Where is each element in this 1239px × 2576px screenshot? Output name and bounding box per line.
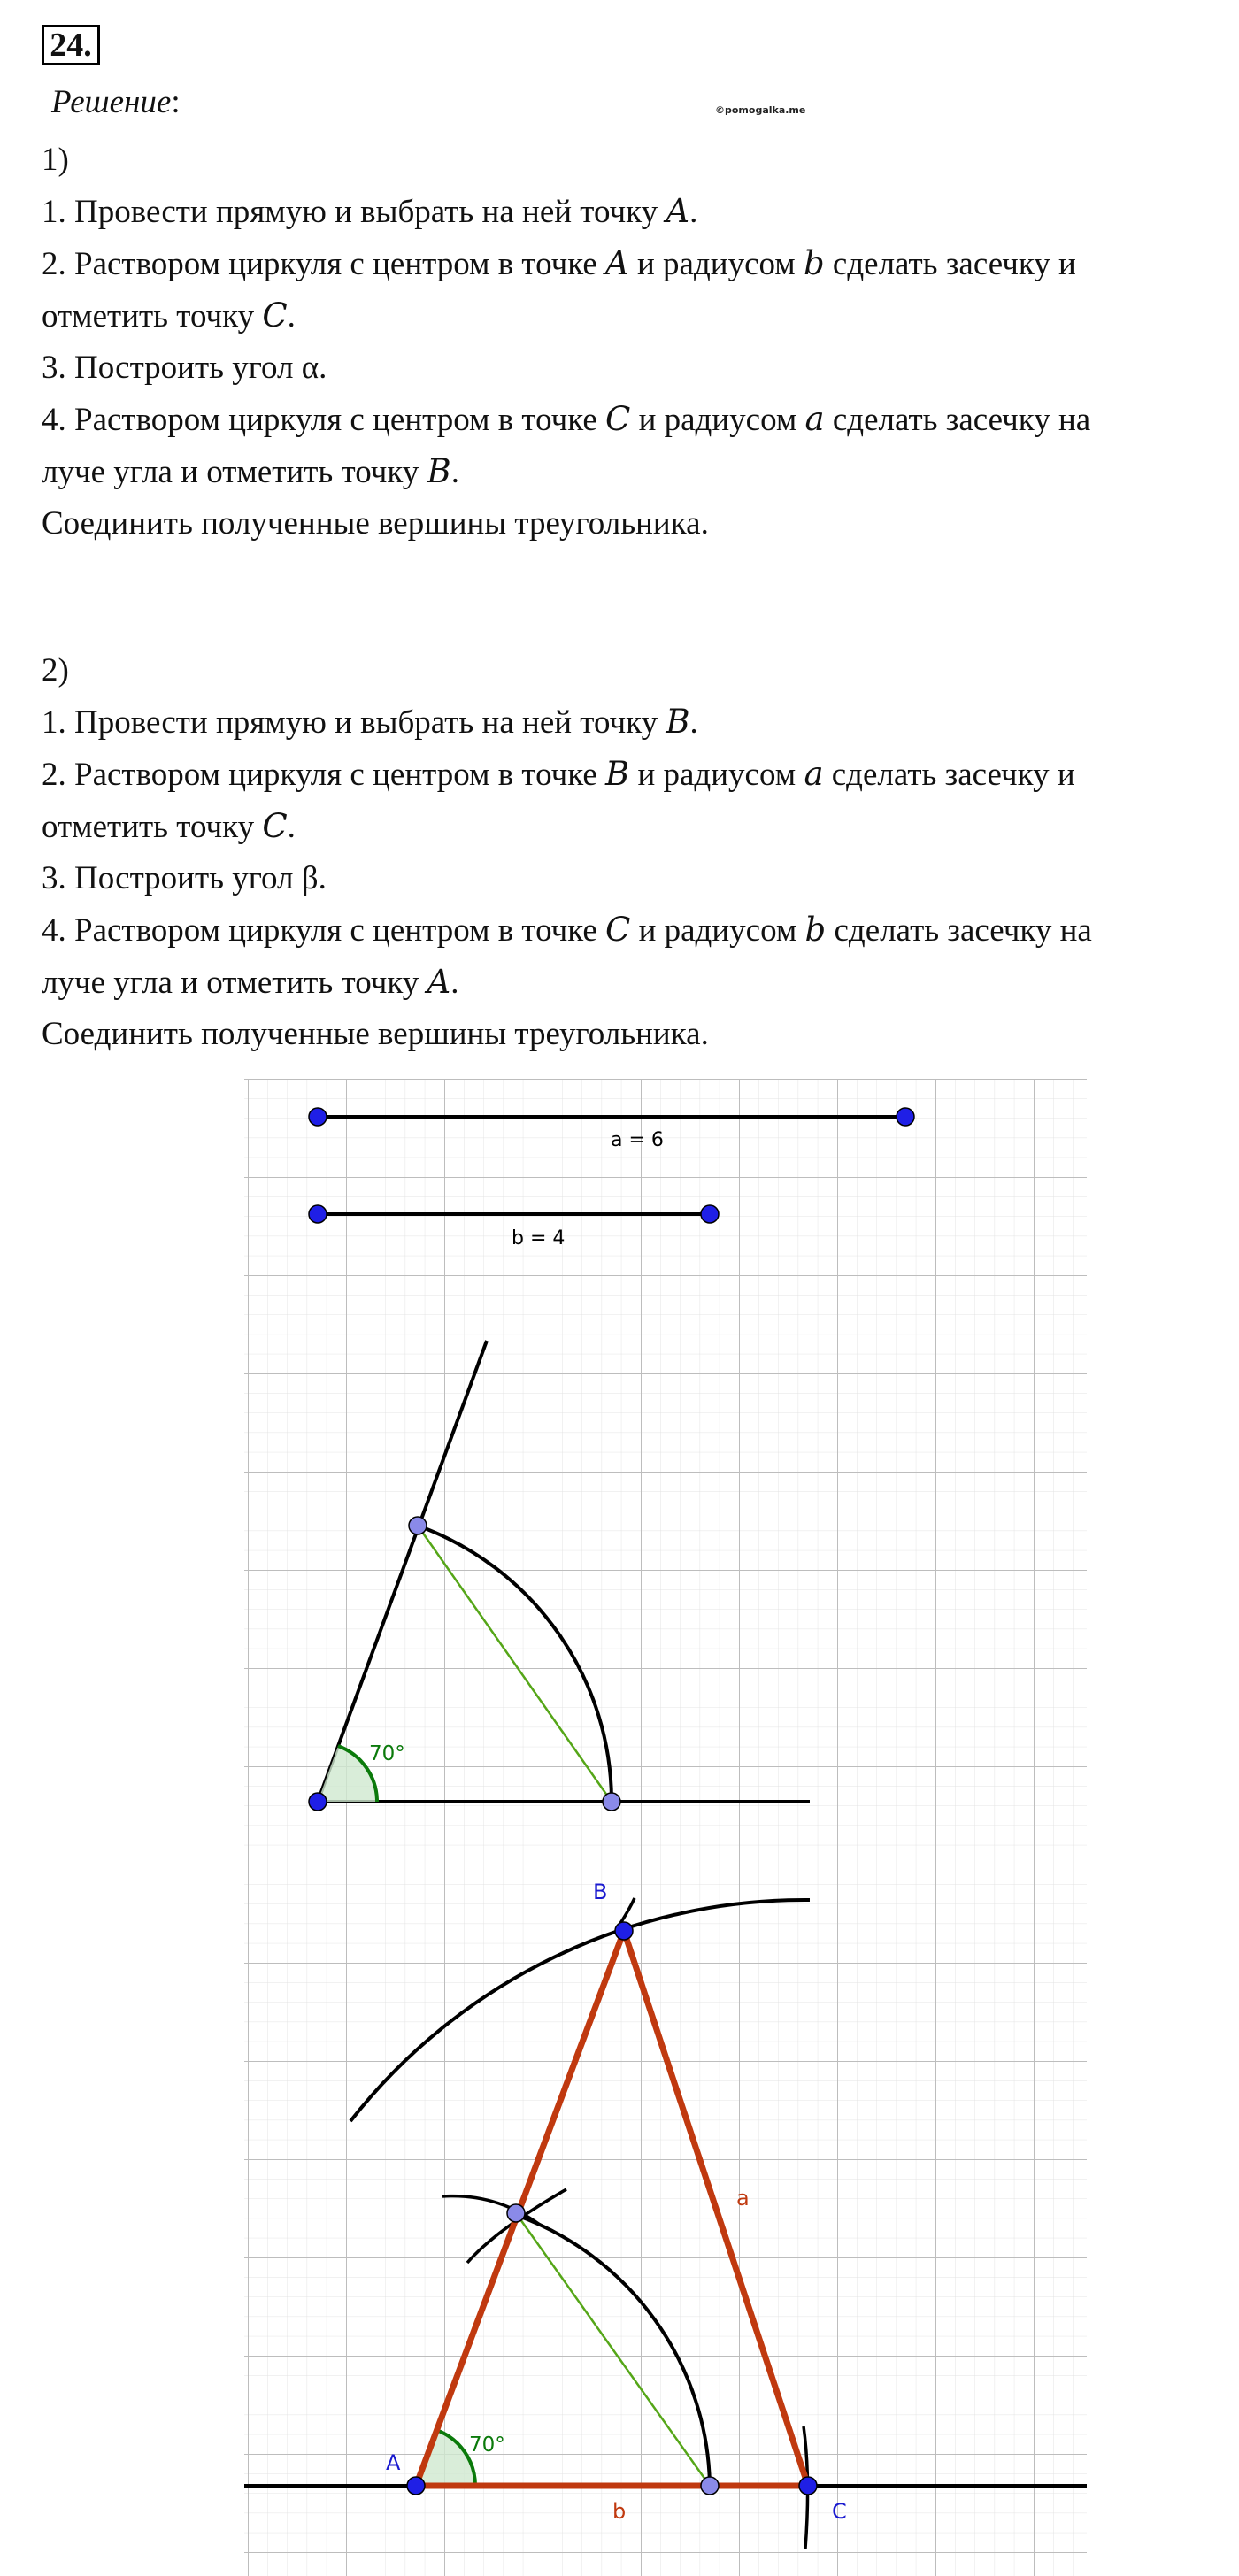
label-side-a: a: [736, 2186, 750, 2211]
solution-colon: :: [171, 84, 181, 120]
arc-point-base: [603, 1793, 620, 1811]
part1-step2a: 2. Раствором циркуля с центром в точке A и радиусом b сделать засечку и: [42, 244, 1076, 282]
label-side-b: b: [612, 2499, 627, 2524]
segment-b-start-point: [309, 1205, 327, 1223]
part1-step3: 3. Построить угол α.: [42, 350, 327, 386]
point-B: [615, 1922, 633, 1940]
vertex-point: [309, 1793, 327, 1811]
part2-step3: 3. Построить угол β.: [42, 860, 327, 896]
watermark: ©pomogalka.me: [715, 104, 806, 116]
part1-final: Соединить полученные вершины треугольника.: [42, 505, 709, 542]
part2-step2b: отметить точку C.: [42, 807, 296, 845]
part2-step2a: 2. Раствором циркуля с центром в точке B и радиусом a сделать засечку и: [42, 755, 1075, 793]
part2-final: Соединить полученные вершины треугольника.: [42, 1016, 709, 1052]
grid-major: [244, 1079, 1087, 2576]
arc-point-side: [507, 2204, 525, 2222]
segment-b-end-point: [701, 1205, 719, 1223]
segment-a-start-point: [309, 1108, 327, 1126]
part2-step4a: 4. Раствором циркуля с центром в точке C и радиусом b сделать засечку на: [42, 911, 1092, 949]
part1-step4b: луче угла и отметить точку B.: [42, 452, 459, 490]
part1-step2b: отметить точку C.: [42, 296, 296, 334]
solution-label: Решение: [51, 84, 172, 120]
label-B: B: [593, 1880, 608, 1904]
point-C: [799, 2477, 817, 2495]
segment-b-label: b = 4: [512, 1227, 566, 1250]
label-A: A: [386, 2450, 401, 2475]
part1-step1: 1. Провести прямую и выбрать на ней точку A.: [42, 192, 698, 230]
angle-label-1: 70°: [369, 1742, 405, 1765]
angle-label-2: 70°: [469, 2434, 505, 2457]
part2-heading: 2): [42, 652, 69, 688]
segment-a-label: a = 6: [611, 1129, 664, 1151]
segment-a-end-point: [897, 1108, 914, 1126]
part2-step4b: луче угла и отметить точку A.: [42, 963, 459, 1001]
arc-point-base-2: [701, 2477, 719, 2495]
label-C: C: [832, 2499, 847, 2524]
part2-step1: 1. Провести прямую и выбрать на ней точку B.: [42, 703, 698, 741]
problem-number: 24.: [42, 25, 100, 65]
point-A: [407, 2477, 425, 2495]
part1-step4a: 4. Раствором циркуля с центром в точке C и радиусом a сделать засечку на: [42, 400, 1091, 438]
arc-point-ray: [409, 1517, 427, 1534]
part1-heading: 1): [42, 142, 69, 178]
